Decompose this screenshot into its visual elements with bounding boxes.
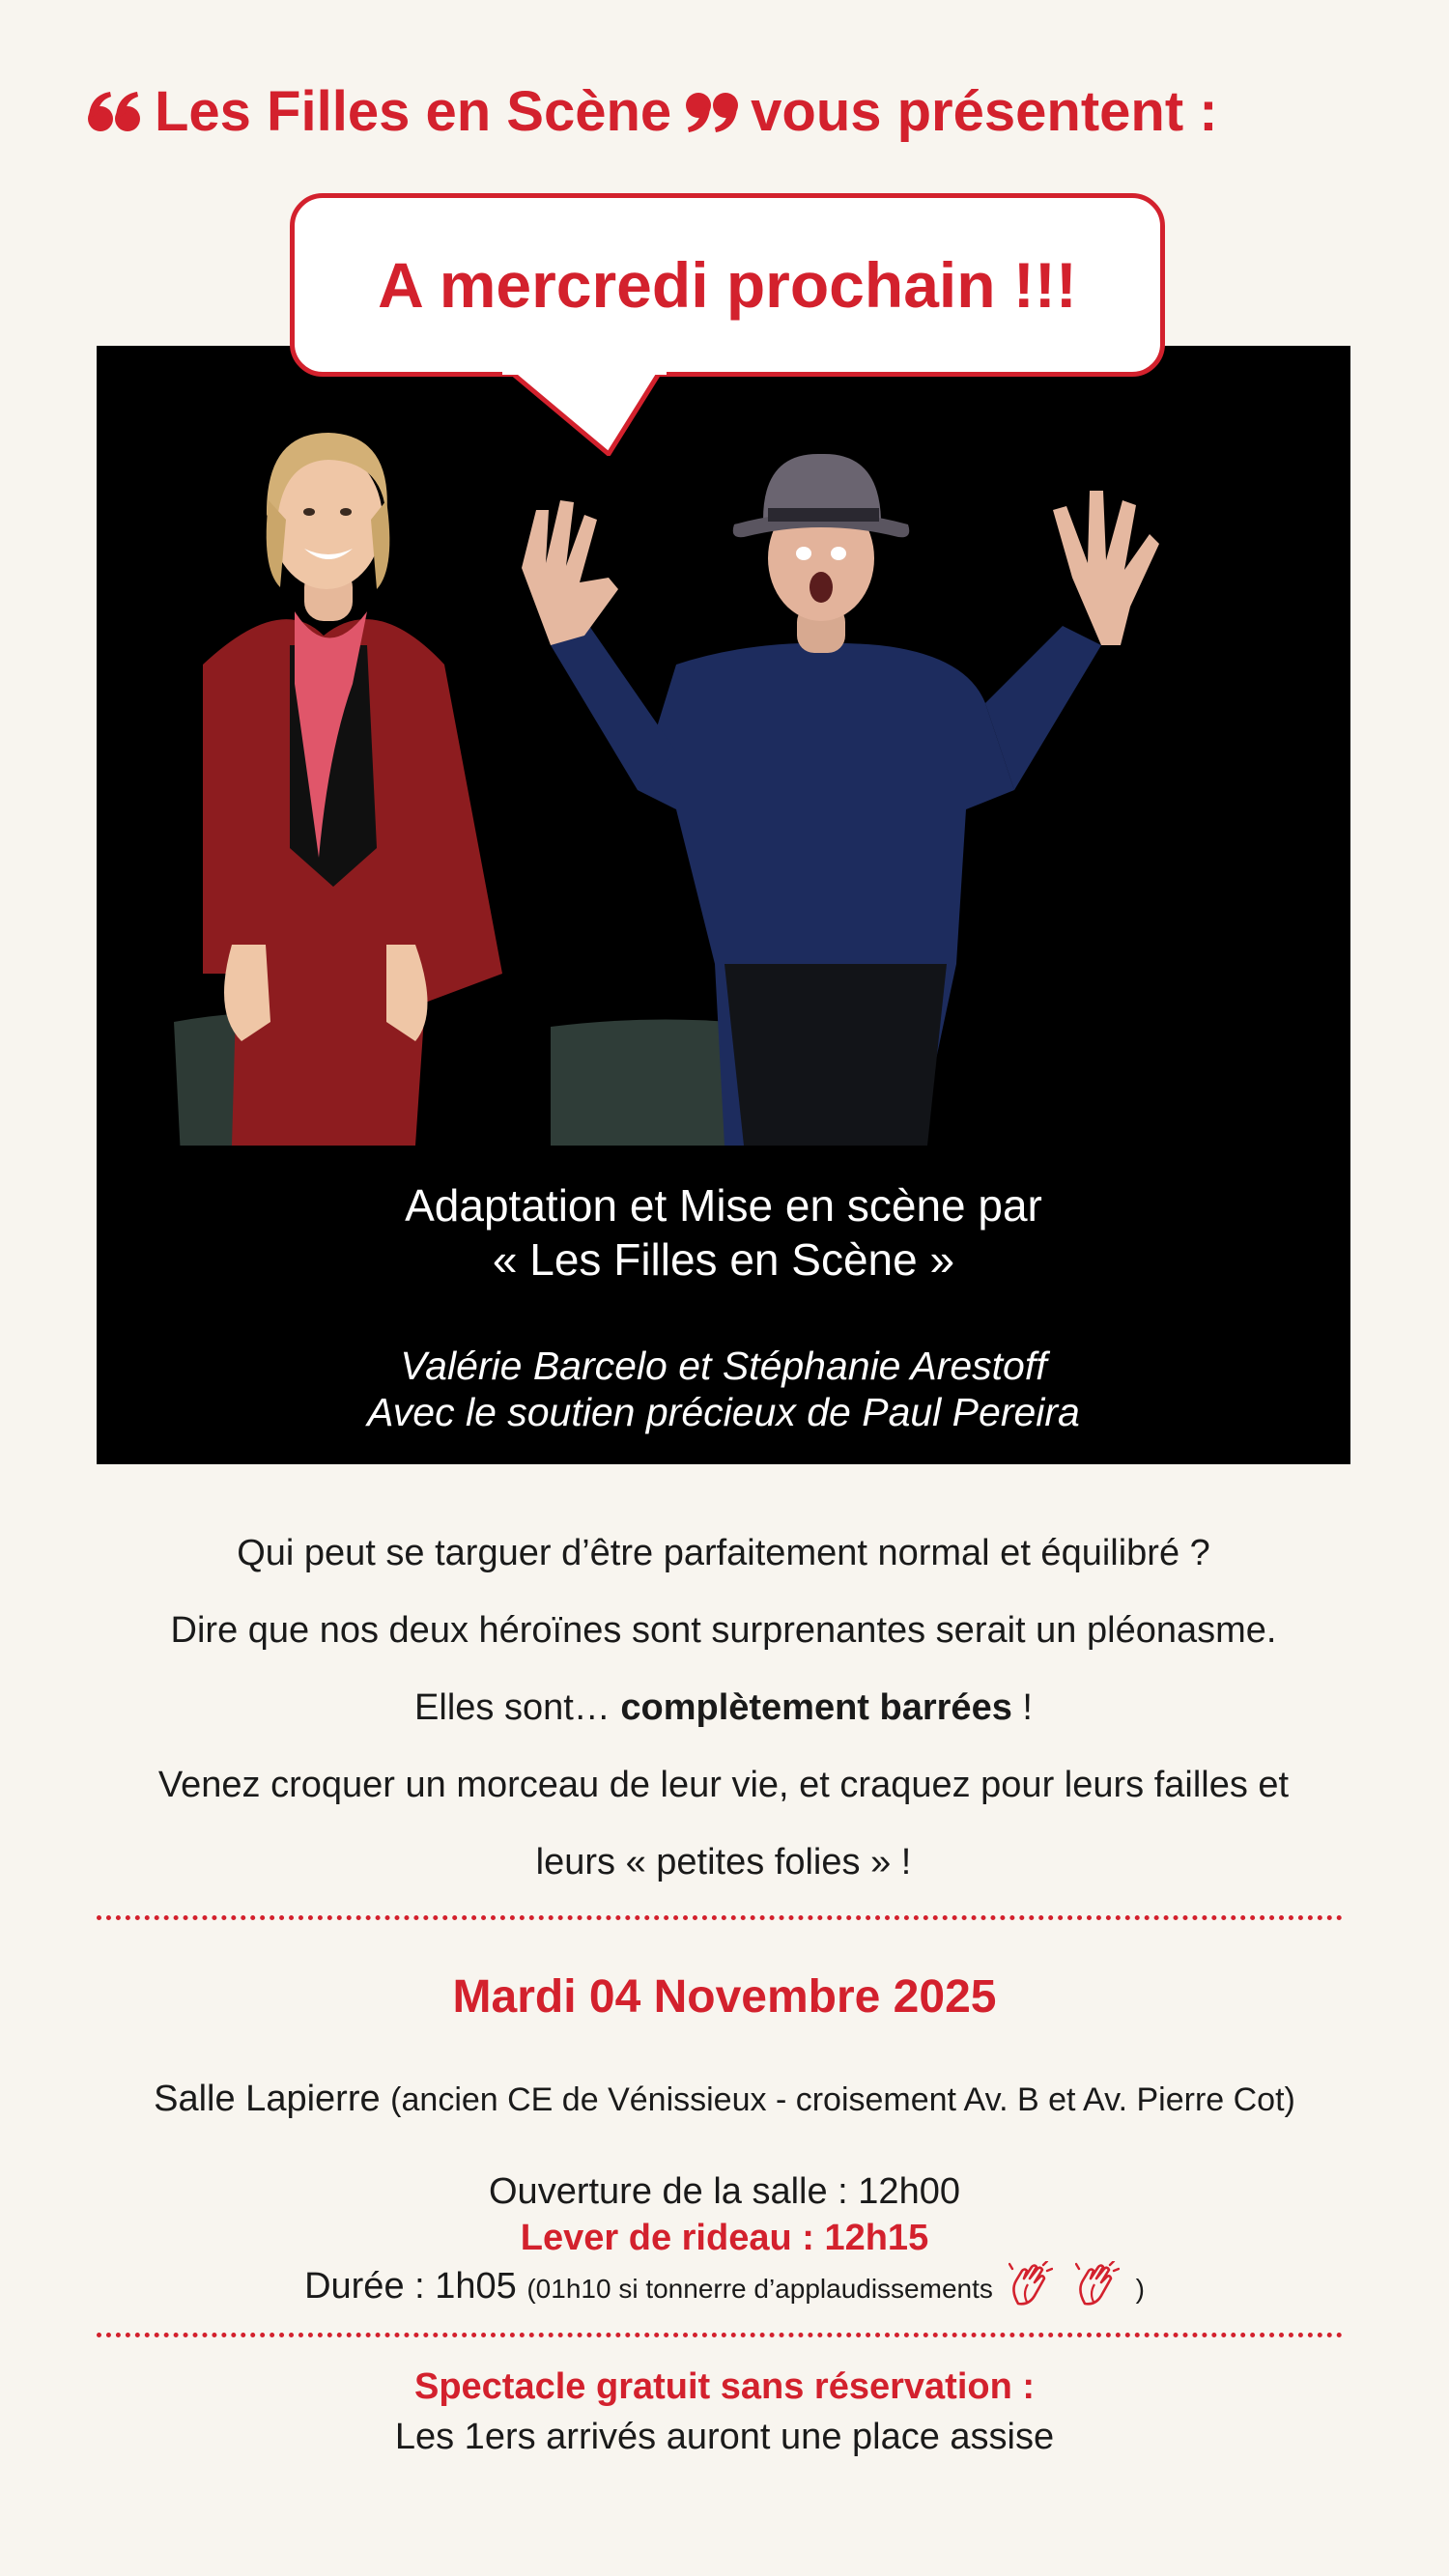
event-date: Mardi 04 Novembre 2025 [452,1971,997,2023]
credits-performers: Valérie Barcelo et Stéphanie Arestoff [400,1344,1047,1388]
speech-bubble [290,193,1165,377]
company-name: Les Filles en Scène [155,80,672,143]
description-line-3 [97,1669,1350,1746]
free-entry-subtitle: Les 1ers arrivés auront une place assise [394,2417,1055,2457]
duration-row [0,2261,1449,2312]
schedule [0,2168,1449,2312]
venue-name: Salle Lapierre [154,2079,381,2119]
credits-line-2: « Les Filles en Scène » [492,1234,955,1285]
left-double-quote-icon [85,90,145,134]
description-line-5: leurs « petites folies » ! [535,1842,912,1882]
header-suffix: vous présentent : [751,80,1218,143]
description-line-1: Qui peut se targuer d’être parfaitement normal et équilibré ? [237,1533,1210,1573]
performers-photo [97,346,1350,1146]
credits-support: Avec le soutien précieux de Paul Pereira [367,1390,1080,1434]
duration-note-close: ) [1135,2274,1145,2304]
venue [0,2079,1449,2120]
divider-top [97,1915,1343,1920]
duration-note: (01h10 si tonnerre d’applaudissements [526,2274,993,2304]
free-entry-title: Spectacle gratuit sans réservation : [413,2366,1036,2407]
credits-line-1: Adaptation et Mise en scène par [405,1180,1042,1231]
free-entry [0,2362,1449,2462]
bubble-text: A mercredi prochain !!! [378,249,1077,321]
duration: Durée : 1h05 [304,2266,517,2307]
venue-detail: (ancien CE de Vénissieux - croisement Av. B et Av. Pierre Cot) [390,2081,1295,2118]
photo-block [97,346,1350,1464]
right-double-quote-icon [681,90,741,134]
clapping-hands-icon [1075,2261,1120,2307]
opening-time: Ouverture de la salle : 12h00 [489,2171,960,2212]
description-line-4: Venez croquer un morceau de leur vie, et craquez pour leurs failles et [157,1765,1290,1805]
description-line-3-prefix: Elles sont… [414,1687,621,1728]
description-line-3-suffix: ! [1011,1687,1033,1728]
description [97,1514,1350,1901]
curtain-time: Lever de rideau : 12h15 [520,2218,929,2258]
description-emphasis: complètement barrées [620,1687,1012,1728]
credits [97,1178,1350,1435]
header-line [0,79,1449,144]
divider-bottom [97,2333,1343,2337]
clapping-hands-icon [1009,2261,1053,2307]
speech-bubble-tail [502,369,667,456]
description-line-2: Dire que nos deux héroïnes sont surprenantes serait un pléonasme. [170,1610,1277,1651]
